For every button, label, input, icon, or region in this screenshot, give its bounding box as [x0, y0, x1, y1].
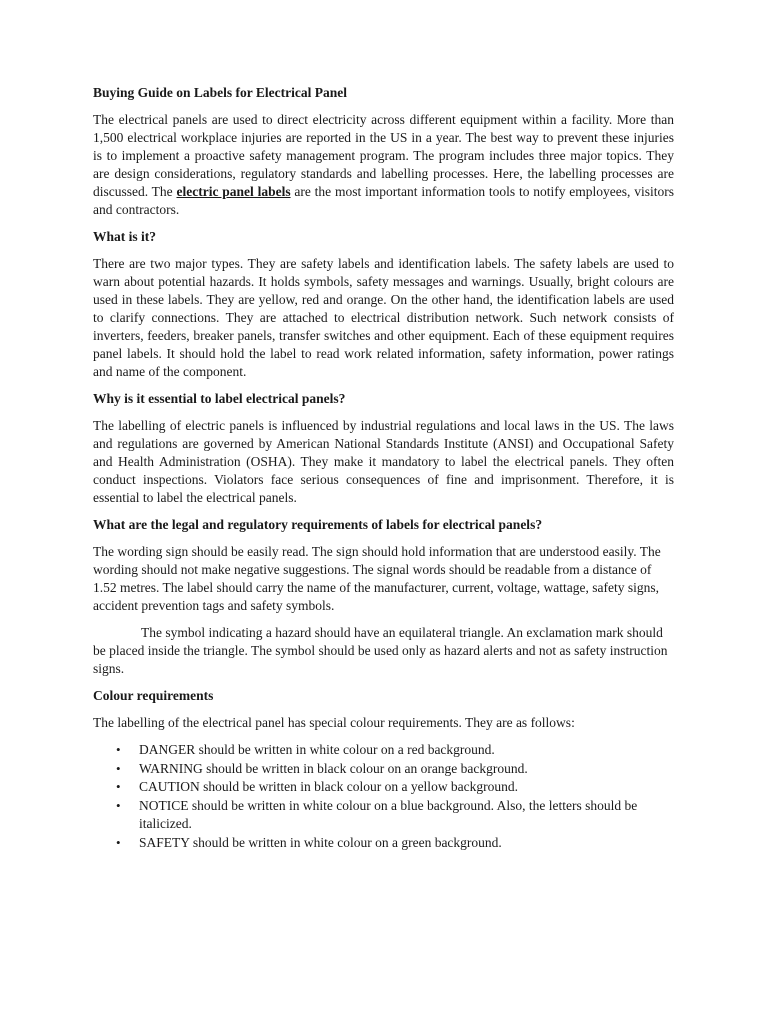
list-item	[93, 834, 674, 853]
section-heading-what-is-it: What is it?	[93, 229, 157, 244]
list-item-text: NOTICE should be written in white colour on a blue background. Also, the letters should be italicized.	[139, 797, 638, 831]
colour-requirements-intro: The labelling of the electrical panel has special colour requirements. They are as follows:	[93, 715, 575, 730]
document-page	[93, 84, 674, 852]
bullet-icon: •	[116, 834, 121, 850]
list-item	[93, 778, 674, 797]
section-heading-why-essential: Why is it essential to label electrical panels?	[93, 391, 346, 406]
hazard-symbol-paragraph: The symbol indicating a hazard should have an equilateral triangle. An exclamation mark should be placed inside the triangle. The symbol should be used only as hazard alerts and not as safety instruction signs.	[93, 625, 668, 676]
list-item-text: CAUTION should be written in black colour on a yellow background.	[139, 779, 519, 794]
why-essential-paragraph: The labelling of electric panels is influenced by industrial regulations and local laws in the US. The laws and regulations are governed by American National Standards Institute (ANSI) and Occupational Safety and Health Administration (OSHA). They make it mandatory to label the electrical panels. They often conduct inspections. Violators face serious consequences of fine and imprisonment. Therefore, it is essential to label the electrical panels.	[93, 418, 674, 505]
section-heading-colour-requirements: Colour requirements	[93, 688, 214, 703]
what-is-it-paragraph: There are two major types. They are safety labels and identification labels. The safety labels are used to warn about potential hazards. It holds symbols, safety messages and warnings. Usually, bright colours are used in these labels. They are yellow, red and orange. On the other hand, the identification labels are used to clarify connections. They are attached to electrical distribution network. Such network consists of inverters, feeders, breaker panels, transfer switches and other equipment. Each of these equipment requires panel labels. It should hold the label to read work related information, safety information, power ratings and name of the component.	[93, 256, 674, 379]
bullet-icon: •	[116, 797, 121, 813]
intro-text-start: The electrical panels are used to direct electricity across different equipment within a facility. More than 1,500 electrical workplace injuries are reported in the US in a year. The best way to prevent these injuries is to implement a proactive safety management program. The program includes three major topics. They are design considerations, regulatory standards and labelling processes. Here, the labelling processes are discussed. The	[93, 112, 674, 199]
document-title: Buying Guide on Labels for Electrical Panel	[93, 85, 348, 100]
list-item-text: DANGER should be written in white colour on a red background.	[139, 742, 495, 757]
section-heading-legal-requirements: What are the legal and regulatory requirements of labels for electrical panels?	[93, 517, 543, 532]
bullet-icon: •	[116, 742, 121, 757]
list-item-text: WARNING should be written in black colour on an orange background.	[139, 760, 528, 776]
electric-panel-labels-link[interactable]: electric panel labels	[176, 184, 291, 199]
list-item	[93, 741, 674, 760]
colour-requirements-list	[93, 741, 674, 852]
list-item	[93, 797, 674, 834]
intro-paragraph	[93, 111, 674, 219]
list-item-text: SAFETY should be written in white colour on a green background.	[139, 834, 502, 850]
list-item	[93, 760, 674, 779]
bullet-icon: •	[116, 760, 121, 776]
intro-text-end: are the most important information tools to notify employees, visitors and contractors.	[93, 184, 674, 217]
legal-requirements-paragraph: The wording sign should be easily read. The sign should hold information that are understood easily. The wording should not make negative suggestions. The signal words should be readable from a distance of 1.52 metres. The label should carry the name of the manufacturer, current, voltage, wattage, safety signs, accident prevention tags and safety symbols.	[93, 544, 661, 613]
bullet-icon: •	[116, 779, 121, 794]
